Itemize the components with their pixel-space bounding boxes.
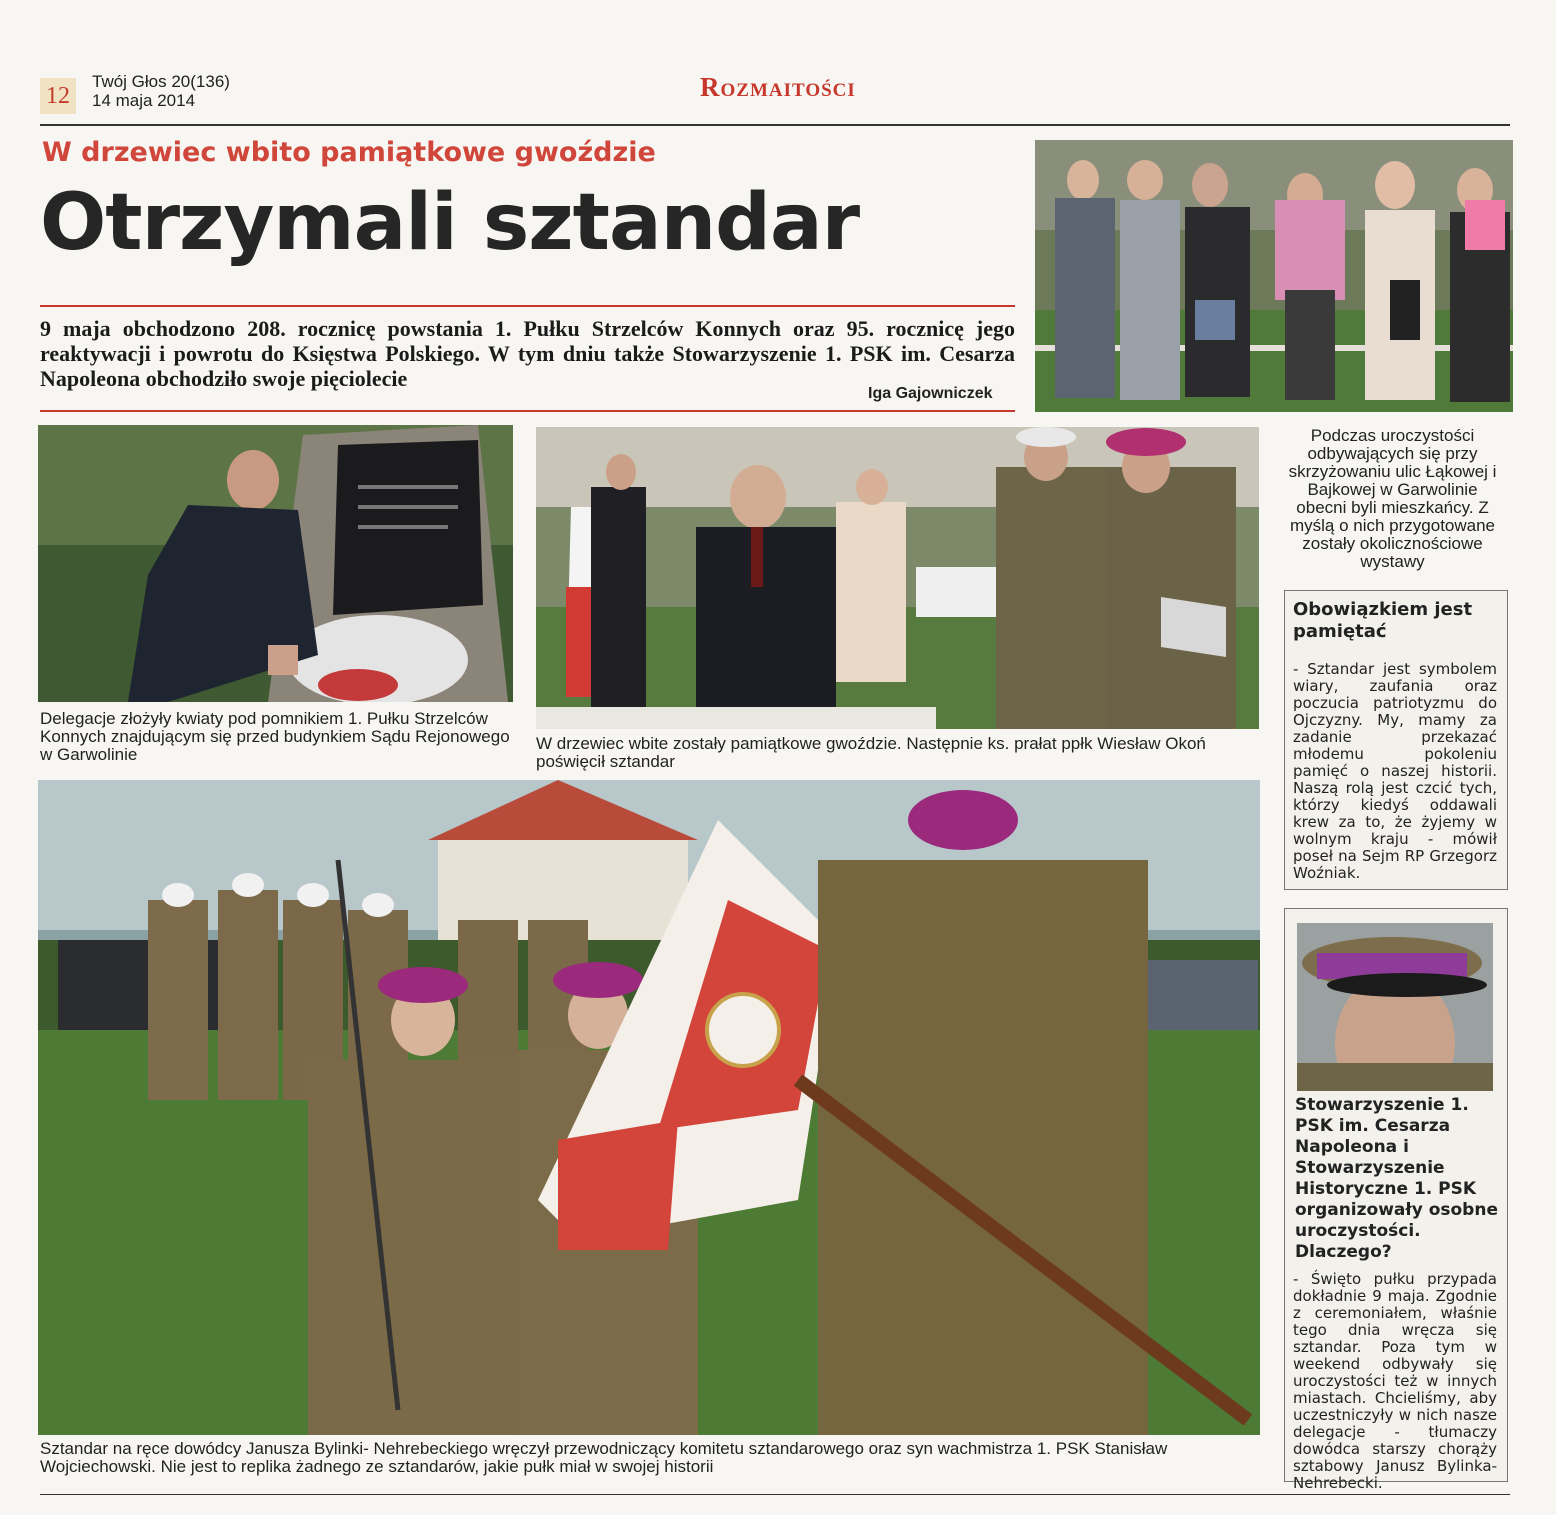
banner-caption: Sztandar na ręce dowódcy Janusza Bylinki- Nehrebeckiego wręczył przewodniczący komitetu sztandarowego oraz syn wachmistrza 1. PSK Stanisław Wojciechowski. Nie jest to replika żadnego ze sztandarów, jakie pułk miał w swojej historii: [40, 1439, 1168, 1476]
quote-box: [1284, 590, 1508, 890]
issue-date: 14 maja 2014: [92, 91, 196, 110]
article-headline: Otrzymali sztandar: [40, 178, 860, 268]
signing-caption: W drzewiec wbite zostały pamiątkowe gwoździe. Następnie ks. prałat ppłk Wiesław Okoń poświęcił sztandar: [536, 734, 1206, 771]
section-title: Rozmaitości: [700, 72, 856, 102]
lead-rule: [40, 410, 1015, 412]
article-lead: 9 maja obchodzono 208. rocznicę powstania 1. Pułku Strzelców Konnych oraz 95. rocznicę jego reaktywacji i powrotu do Księstwa Polskiego. W tym dniu także Stowarzyszenie 1. PSK im. Cesarza Napoleona obchodziło swoje pięciolecie: [40, 316, 1015, 391]
commander-portrait: [1297, 923, 1493, 1091]
monument-photo: [38, 425, 513, 702]
interview-box: [1284, 908, 1508, 1492]
issue-info: [92, 72, 230, 110]
interview-answer: - Święto pułku przypada dokładnie 9 maja. Zgodnie z ceremoniałem, właśnie tego dnia wręcza się sztandar. Poza tym w weekend odbywały się uroczystości też w innych miastach. Chcieliśmy, aby uczestniczyły w nich nasze delegacje - tłumaczy dowódca starszy chorąży sztabowy Janusz Bylinka-Nehrebecki.: [1293, 1270, 1497, 1492]
signing-photo: [536, 427, 1259, 729]
banner-ceremony-photo: [38, 780, 1260, 1435]
article-kicker: W drzewiec wbito pamiątkowe gwoździe: [42, 137, 656, 168]
headline-rule: [40, 305, 1015, 307]
crowd-photo: [1035, 140, 1513, 412]
footer-rule: [40, 1494, 1510, 1495]
crowd-caption: Podczas uroczystości odbywających się przy skrzyżowaniu ulic Łąkowej i Bajkowej w Garwolinie obecni byli mieszkańcy. Z myślą o nich przygotowane zostały okolicznościowe wystawy: [1288, 426, 1497, 571]
monument-caption: Delegacje złożyły kwiaty pod pomnikiem 1. Pułku Strzelców Konnych znajdującym się przed budynkiem Sądu Rejonowego w Garwolinie: [40, 709, 510, 764]
quote-box-title: Obowiązkiem jest pamiętać: [1293, 599, 1473, 642]
page-number: 12: [40, 78, 76, 114]
interview-question: Stowarzyszenie 1. PSK im. Cesarza Napoleona i Stowarzyszenie Historyczne 1. PSK organizowały osobne uroczystości. Dlaczego?: [1295, 1095, 1498, 1262]
issue-number: Twój Głos 20(136): [92, 72, 230, 91]
article-author: Iga Gajowniczek: [868, 385, 993, 402]
quote-box-text: - Sztandar jest symbolem wiary, zaufania oraz poczucia patriotyzmu do Ojczyzny. My, mamy za zadanie przekazać młodemu pokoleniu pamięć o naszej historii. Naszą rolą jest czcić tych, którzy kiedyś oddawali krew za to, że żyjemy w wolnym kraju - mówił poseł na Sejm RP Grzegorz Woźniak.: [1293, 660, 1497, 882]
header-rule: [40, 124, 1510, 126]
